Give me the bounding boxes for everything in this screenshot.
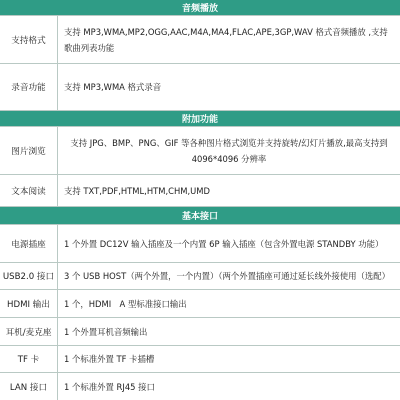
- row-value: 1 个外置 DC12V 输入插座及一个内置 6P 输入插座（包含外置电源 STANDBY 功能）: [64, 238, 384, 249]
- table-row: [0, 373, 400, 400]
- row-label: 图片浏览: [0, 127, 58, 174]
- row-value: 1 个标准外置 RJ45 接口: [64, 381, 155, 392]
- table-row: [0, 263, 400, 290]
- row-label: HDMI 输出: [0, 290, 58, 317]
- row-value: 支持 JPG、BMP、PNG、GIF 等各种图片格式浏览并支持旋转/幻灯片播放,最高支持到 4096*4096 分辨率: [70, 137, 388, 164]
- table-row: [0, 64, 400, 111]
- row-value: 支持 MP3,WMA 格式录音: [64, 82, 162, 92]
- row-label: USB2.0 接口: [0, 263, 58, 289]
- table-row: [0, 16, 400, 64]
- row-value: 1 个外置耳机音频输出: [64, 326, 148, 337]
- section-title: 附加功能: [181, 115, 218, 125]
- row-label: 耳机/麦克座: [0, 318, 58, 345]
- row-label: 电源插座: [0, 225, 58, 262]
- row-value: 1 个，HDMI A 型标准接口输出: [64, 298, 187, 309]
- table-row: [0, 346, 400, 373]
- row-label: LAN 接口: [0, 373, 58, 400]
- table-row: [0, 127, 400, 175]
- section-header-audio: [0, 0, 400, 16]
- table-row: [0, 290, 400, 318]
- row-label: 支持格式: [0, 16, 58, 63]
- section-title: 音频播放: [181, 4, 218, 14]
- row-value: 1 个标准外置 TF 卡插槽: [64, 354, 155, 364]
- section-header-extra: [0, 111, 400, 127]
- row-label: 录音功能: [0, 64, 58, 110]
- row-label: 文本阅读: [0, 175, 58, 206]
- table-row: [0, 225, 400, 263]
- section-title: 基本接口: [181, 212, 218, 222]
- table-row: [0, 318, 400, 346]
- row-value: 支持 TXT,PDF,HTML,HTM,CHM,UMD: [64, 185, 210, 196]
- row-value: 3 个 USB HOST（两个外置，一个内置）（两个外置插座可通过延长线外接使用（选配）: [64, 271, 391, 281]
- table-row: [0, 175, 400, 207]
- row-value: 支持 MP3,WMA,MP2,OGG,AAC,M4A,MA4,FLAC,APE,3GP,WAV 格式音频播放 ,支持歌曲列表功能: [64, 26, 388, 53]
- section-header-basic: [0, 207, 400, 225]
- row-label: TF 卡: [0, 346, 58, 372]
